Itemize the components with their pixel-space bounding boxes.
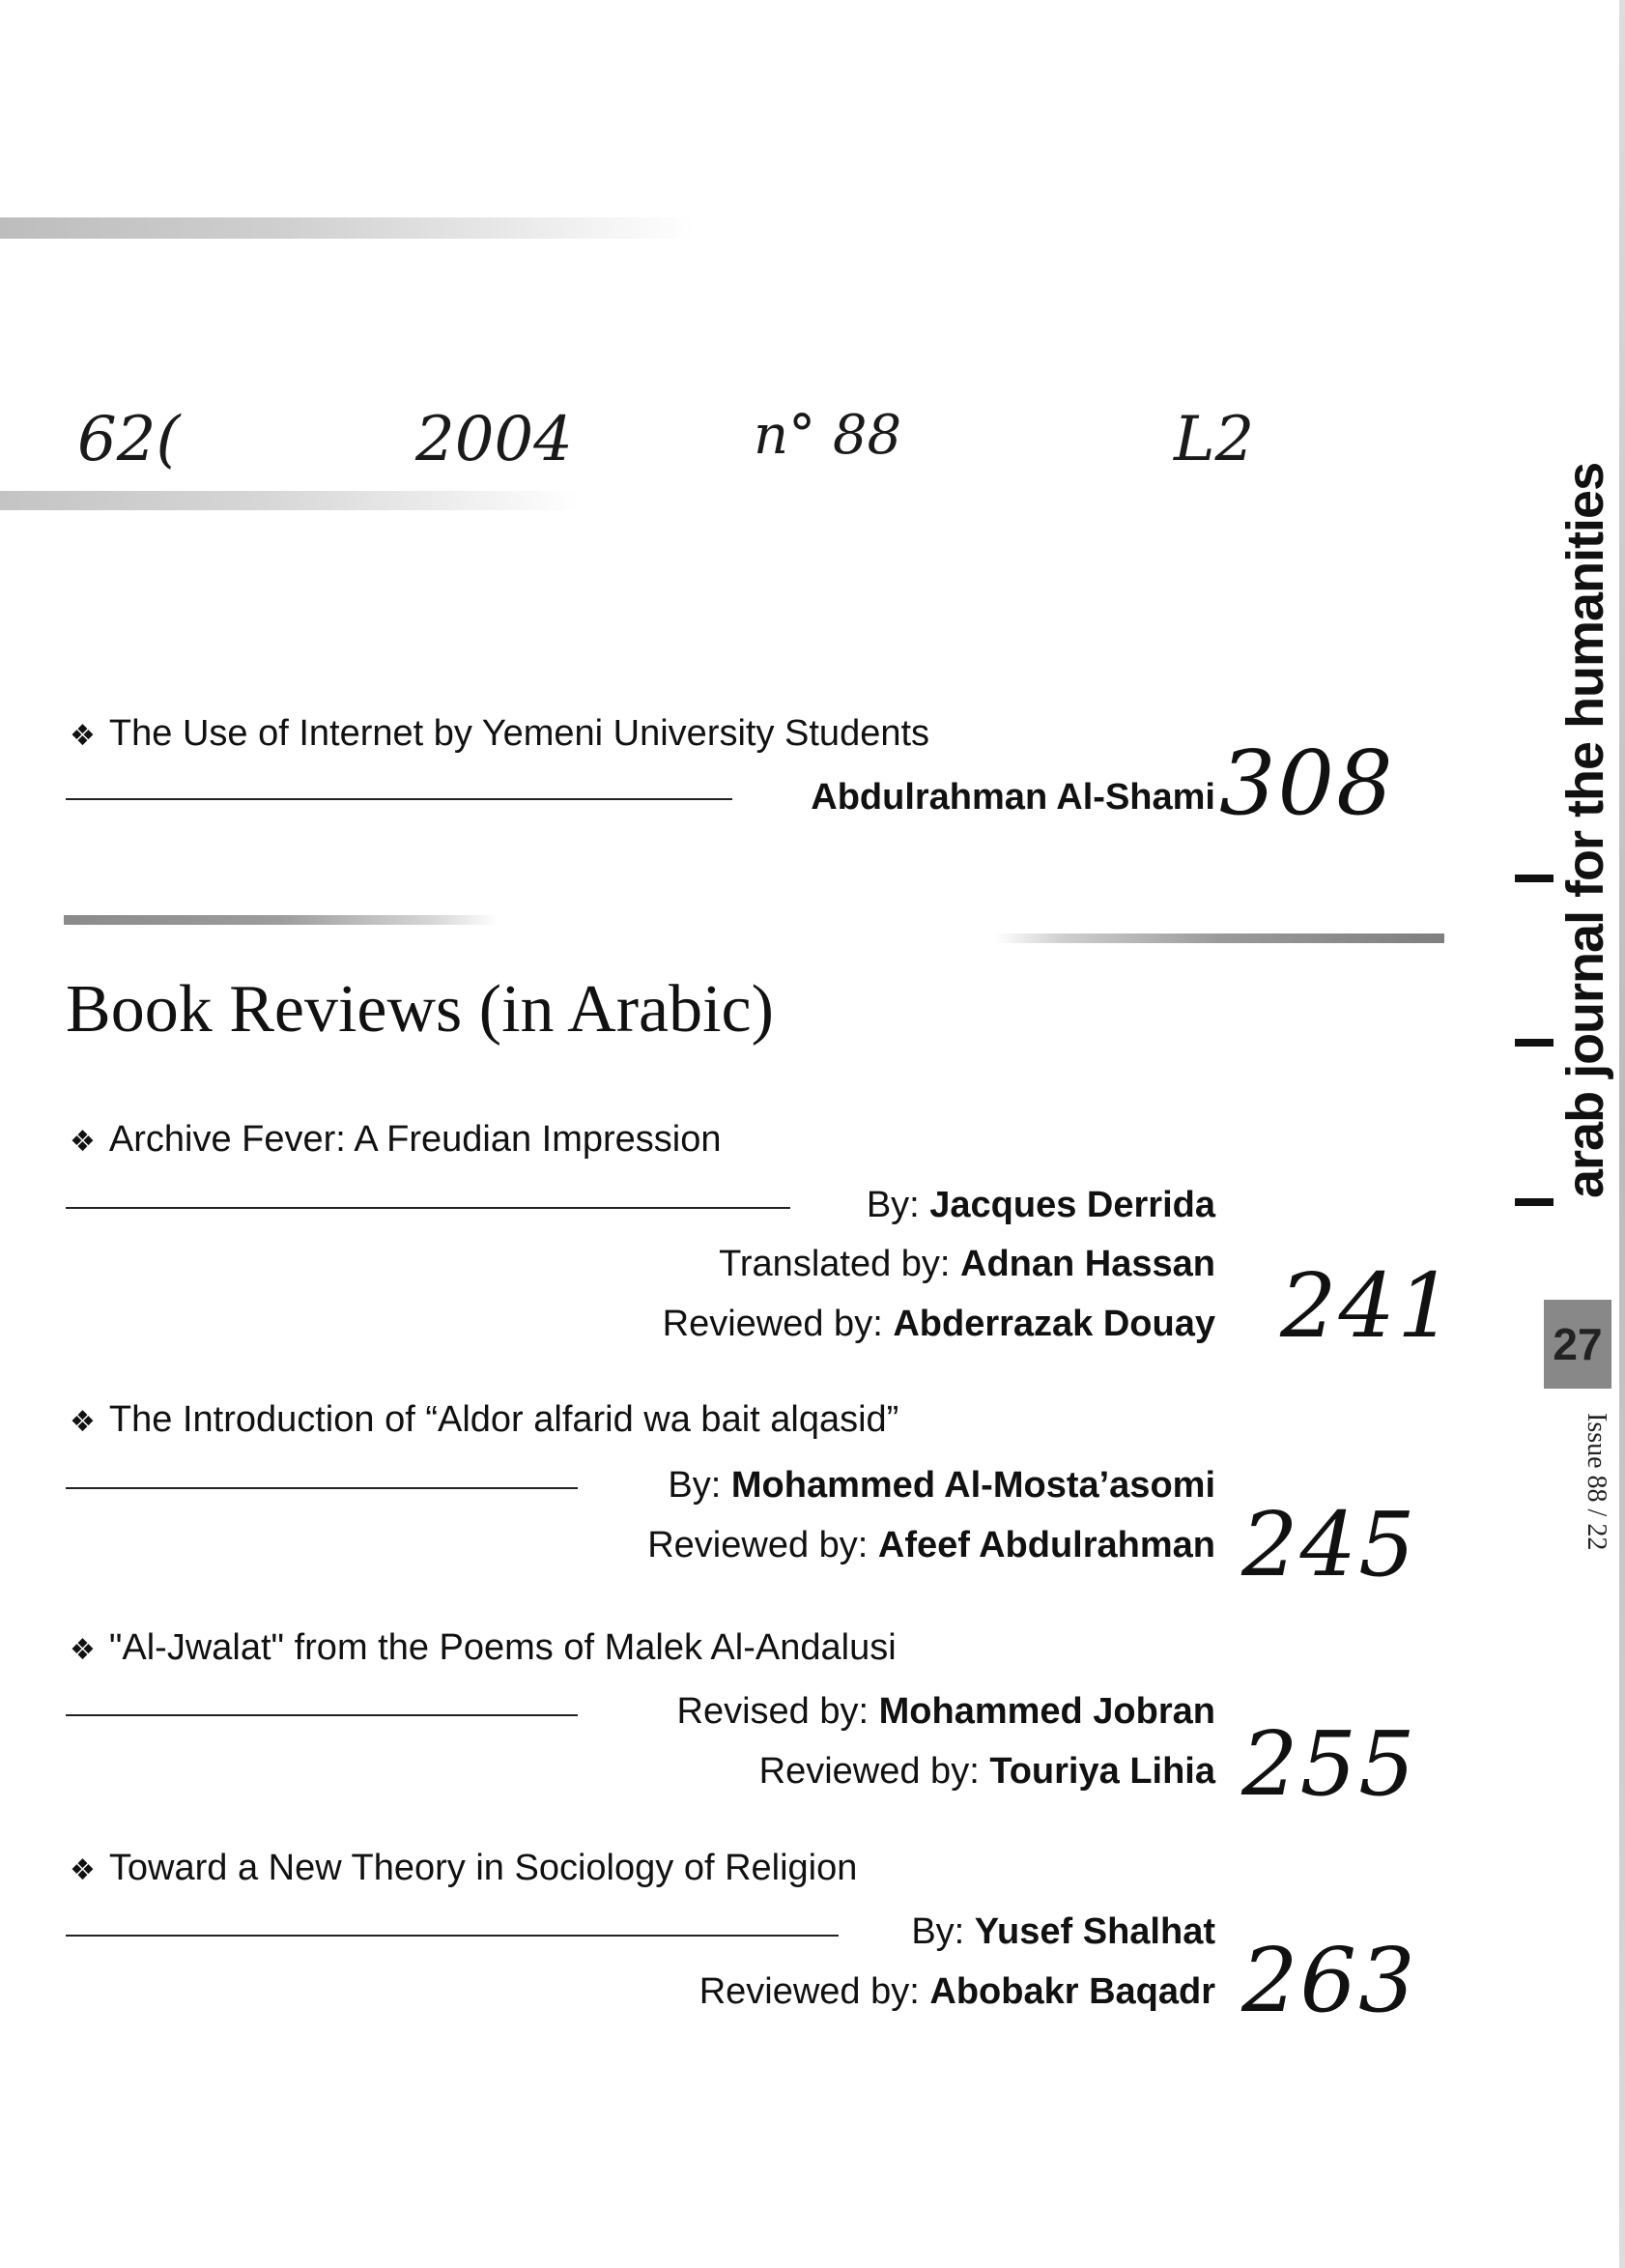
review-title-1: ❖ Archive Fever: A Freudian Impression: [70, 1119, 722, 1160]
handwritten-mark-2: 2004: [415, 404, 573, 475]
review-1-translated-by: Translated by: Adnan Hassan: [719, 1244, 1215, 1284]
review-1-reviewed-by: Reviewed by: Abderrazak Douay: [662, 1304, 1215, 1344]
leader-line: [66, 1487, 578, 1489]
review-1-by: By: Jacques Derrida: [866, 1185, 1215, 1225]
review-2-by: By: Mohammed Al-Mosta’asomi: [668, 1465, 1215, 1506]
handwritten-mark-1: 62(: [77, 404, 181, 475]
handwritten-mark-3: n° 88: [754, 404, 902, 467]
review-title-2: ❖ The Introduction of “Aldor alfarid wa bait alqasid”: [70, 1399, 899, 1440]
page-number-308: 308: [1219, 732, 1395, 835]
spine-tick: [1515, 875, 1554, 882]
page-edge-shadow: [1619, 0, 1625, 2268]
page-number-241: 241: [1280, 1254, 1456, 1358]
scan-band-middle: [0, 491, 580, 510]
review-2-reviewed-by: Reviewed by: Afeef Abdulrahman: [647, 1525, 1215, 1565]
page-number-255: 255: [1241, 1712, 1417, 1816]
review-title-3: ❖ "Al-Jwalat" from the Poems of Malek Al-Andalusi: [70, 1627, 897, 1668]
diamond-bullet-icon: ❖: [70, 1125, 96, 1159]
diamond-bullet-icon: ❖: [70, 1853, 96, 1887]
review-3-reviewed-by: Reviewed by: Touriya Lihia: [758, 1751, 1215, 1792]
leader-line: [66, 1935, 839, 1937]
review-3-revised-by: Revised by: Mohammed Jobran: [676, 1691, 1215, 1732]
leader-line: [66, 1207, 790, 1209]
diamond-bullet-icon: ❖: [70, 1405, 96, 1439]
page-number-245: 245: [1241, 1493, 1417, 1596]
section-title: Book Reviews (in Arabic): [66, 972, 774, 1047]
leader-line: [66, 798, 732, 800]
diamond-bullet-icon: ❖: [70, 1633, 96, 1667]
spine-page-number: 27: [1544, 1300, 1611, 1389]
section-rule-left: [64, 915, 499, 925]
review-4-by: By: Yusef Shalhat: [911, 1911, 1215, 1952]
spine-tick: [1515, 1198, 1554, 1206]
section-rule-right: [995, 933, 1444, 943]
handwritten-mark-4: L2: [1174, 404, 1255, 475]
entry-author: Abdulrahman Al-Shami: [811, 777, 1215, 818]
leader-line: [66, 1714, 578, 1716]
diamond-bullet-icon: ❖: [70, 719, 96, 753]
spine-tick: [1515, 1039, 1554, 1047]
page-number-263: 263: [1241, 1929, 1417, 2032]
review-4-reviewed-by: Reviewed by: Abobakr Baqadr: [698, 1971, 1215, 2012]
scan-band-top: [0, 217, 696, 239]
review-title-4: ❖ Toward a New Theory in Sociology of Religion: [70, 1848, 858, 1888]
entry-title-internet: ❖ The Use of Internet by Yemeni University Students: [70, 713, 930, 754]
